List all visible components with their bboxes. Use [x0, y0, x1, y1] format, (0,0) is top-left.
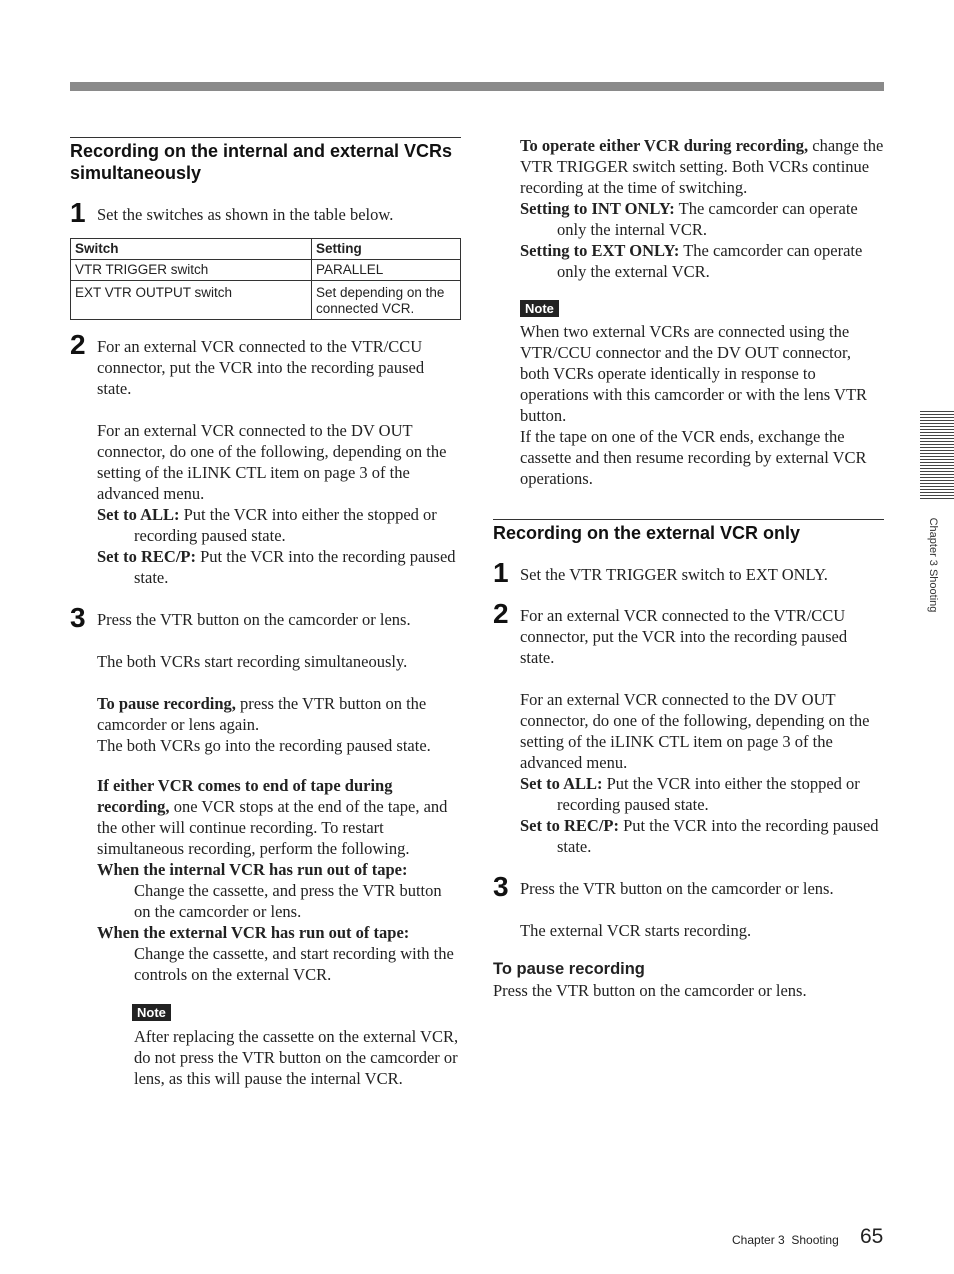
internal-vcr-label: When the internal VCR has run out of tape:	[97, 860, 408, 879]
table-row	[71, 260, 461, 281]
internal-vcr-text: Change the cassette, and press the VTR button on the camcorder or lens.	[134, 881, 442, 921]
step-number: 3	[70, 602, 86, 633]
step-number: 1	[70, 197, 86, 228]
header-rule	[70, 82, 884, 91]
right-column	[493, 135, 884, 1001]
pause-text: Press the VTR button on the camcorder or lens.	[493, 981, 807, 1000]
table-header: Switch	[71, 239, 312, 260]
footer-chapter: Chapter 3 Shooting	[732, 1233, 839, 1247]
external-vcr-label: When the external VCR has run out of tape:	[97, 923, 410, 942]
step-2	[70, 329, 461, 588]
note-text: When two external VCRs are connected using the VTR/CCU connector and the DV OUT connector, both VCRs operate identically in response to operations with this camcorder or with the lens VTR button.	[520, 322, 868, 425]
left-column	[70, 137, 461, 1089]
step-number: 3	[493, 871, 509, 902]
step-text: The both VCRs start recording simultaneously.	[97, 652, 408, 671]
step-text: The external VCR starts recording.	[520, 921, 752, 940]
step-text: For an external VCR connected to the VTR/CCU connector, put the VCR into the recording paused state.	[520, 606, 848, 667]
pause-instructions: To pause recording, press the VTR button on the camcorder or lens again.	[97, 694, 427, 734]
chapter-tab-label: Chapter 3 Shooting	[927, 517, 939, 613]
step-number: 2	[493, 598, 509, 629]
table-cell: EXT VTR OUTPUT switch	[71, 281, 312, 320]
step-3	[493, 871, 884, 941]
step-text: Press the VTR button on the camcorder or lens.	[97, 610, 411, 629]
end-of-tape-instructions: If either VCR comes to end of tape during recording, one VCR stops at the end of the tape, and the other will continue recording. To restart simultaneous recording, perform the following.	[97, 776, 448, 858]
option-set-to-all: Set to ALL: Put the VCR into either the stopped or recording paused state.	[97, 505, 437, 545]
note-text: After replacing the cassette on the external VCR, do not press the VTR button on the camcorder or lens, as this will pause the internal VCR.	[134, 1027, 459, 1088]
step-text: For an external VCR connected to the VTR/CCU connector, put the VCR into the recording paused state.	[97, 337, 425, 398]
section-title-external-only: Recording on the external VCR only	[493, 519, 884, 544]
table-cell: PARALLEL	[312, 260, 461, 281]
step-text: Set the switches as shown in the table below.	[97, 205, 394, 224]
step-2	[493, 598, 884, 857]
note-badge: Note	[520, 300, 559, 317]
step-3	[70, 602, 461, 1089]
note-text: If the tape on one of the VCR ends, exchange the cassette and then resume recording by external VCR operations.	[520, 427, 867, 488]
table-cell: VTR TRIGGER switch	[71, 260, 312, 281]
operate-either-vcr: To operate either VCR during recording, change the VTR TRIGGER switch setting. Both VCRs continue recording at the time of switching.	[520, 136, 884, 197]
option-set-to-all: Set to ALL: Put the VCR into either the stopped or recording paused state.	[520, 774, 860, 814]
pause-result: The both VCRs go into the recording paused state.	[97, 736, 431, 755]
section-title-simultaneous: Recording on the internal and external VCRs simultaneously	[70, 137, 461, 184]
option-set-to-recp: Set to REC/P: Put the VCR into the recording paused state.	[520, 816, 879, 856]
step-text: Press the VTR button on the camcorder or lens.	[520, 879, 834, 898]
pause-heading: To pause recording	[493, 960, 645, 978]
note-badge: Note	[132, 1004, 171, 1021]
table-row	[71, 281, 461, 320]
page-number: 65	[860, 1225, 884, 1248]
step-number: 2	[70, 329, 86, 360]
switch-settings-table	[70, 238, 461, 320]
setting-ext-only: Setting to EXT ONLY: The camcorder can operate only the external VCR.	[520, 241, 863, 281]
step-number: 1	[493, 557, 509, 588]
chapter-tab-marker	[920, 411, 954, 501]
setting-int-only: Setting to INT ONLY: The camcorder can operate only the internal VCR.	[520, 199, 858, 239]
table-header-row	[71, 239, 461, 260]
step-1	[70, 197, 461, 228]
table-cell: Set depending on the connected VCR.	[312, 281, 461, 320]
step-text: Set the VTR TRIGGER switch to EXT ONLY.	[520, 565, 828, 584]
step-text: For an external VCR connected to the DV OUT connector, do one of the following, depending on the setting of the iLINK CTL item on page 3 of the advanced menu.	[520, 690, 870, 772]
step-text: For an external VCR connected to the DV OUT connector, do one of the following, depending on the setting of the iLINK CTL item on page 3 of the advanced menu.	[97, 421, 447, 503]
option-set-to-recp: Set to REC/P: Put the VCR into the recording paused state.	[97, 547, 456, 587]
table-header: Setting	[312, 239, 461, 260]
step-1	[493, 557, 884, 588]
external-vcr-text: Change the cassette, and start recording with the controls on the external VCR.	[134, 944, 454, 984]
